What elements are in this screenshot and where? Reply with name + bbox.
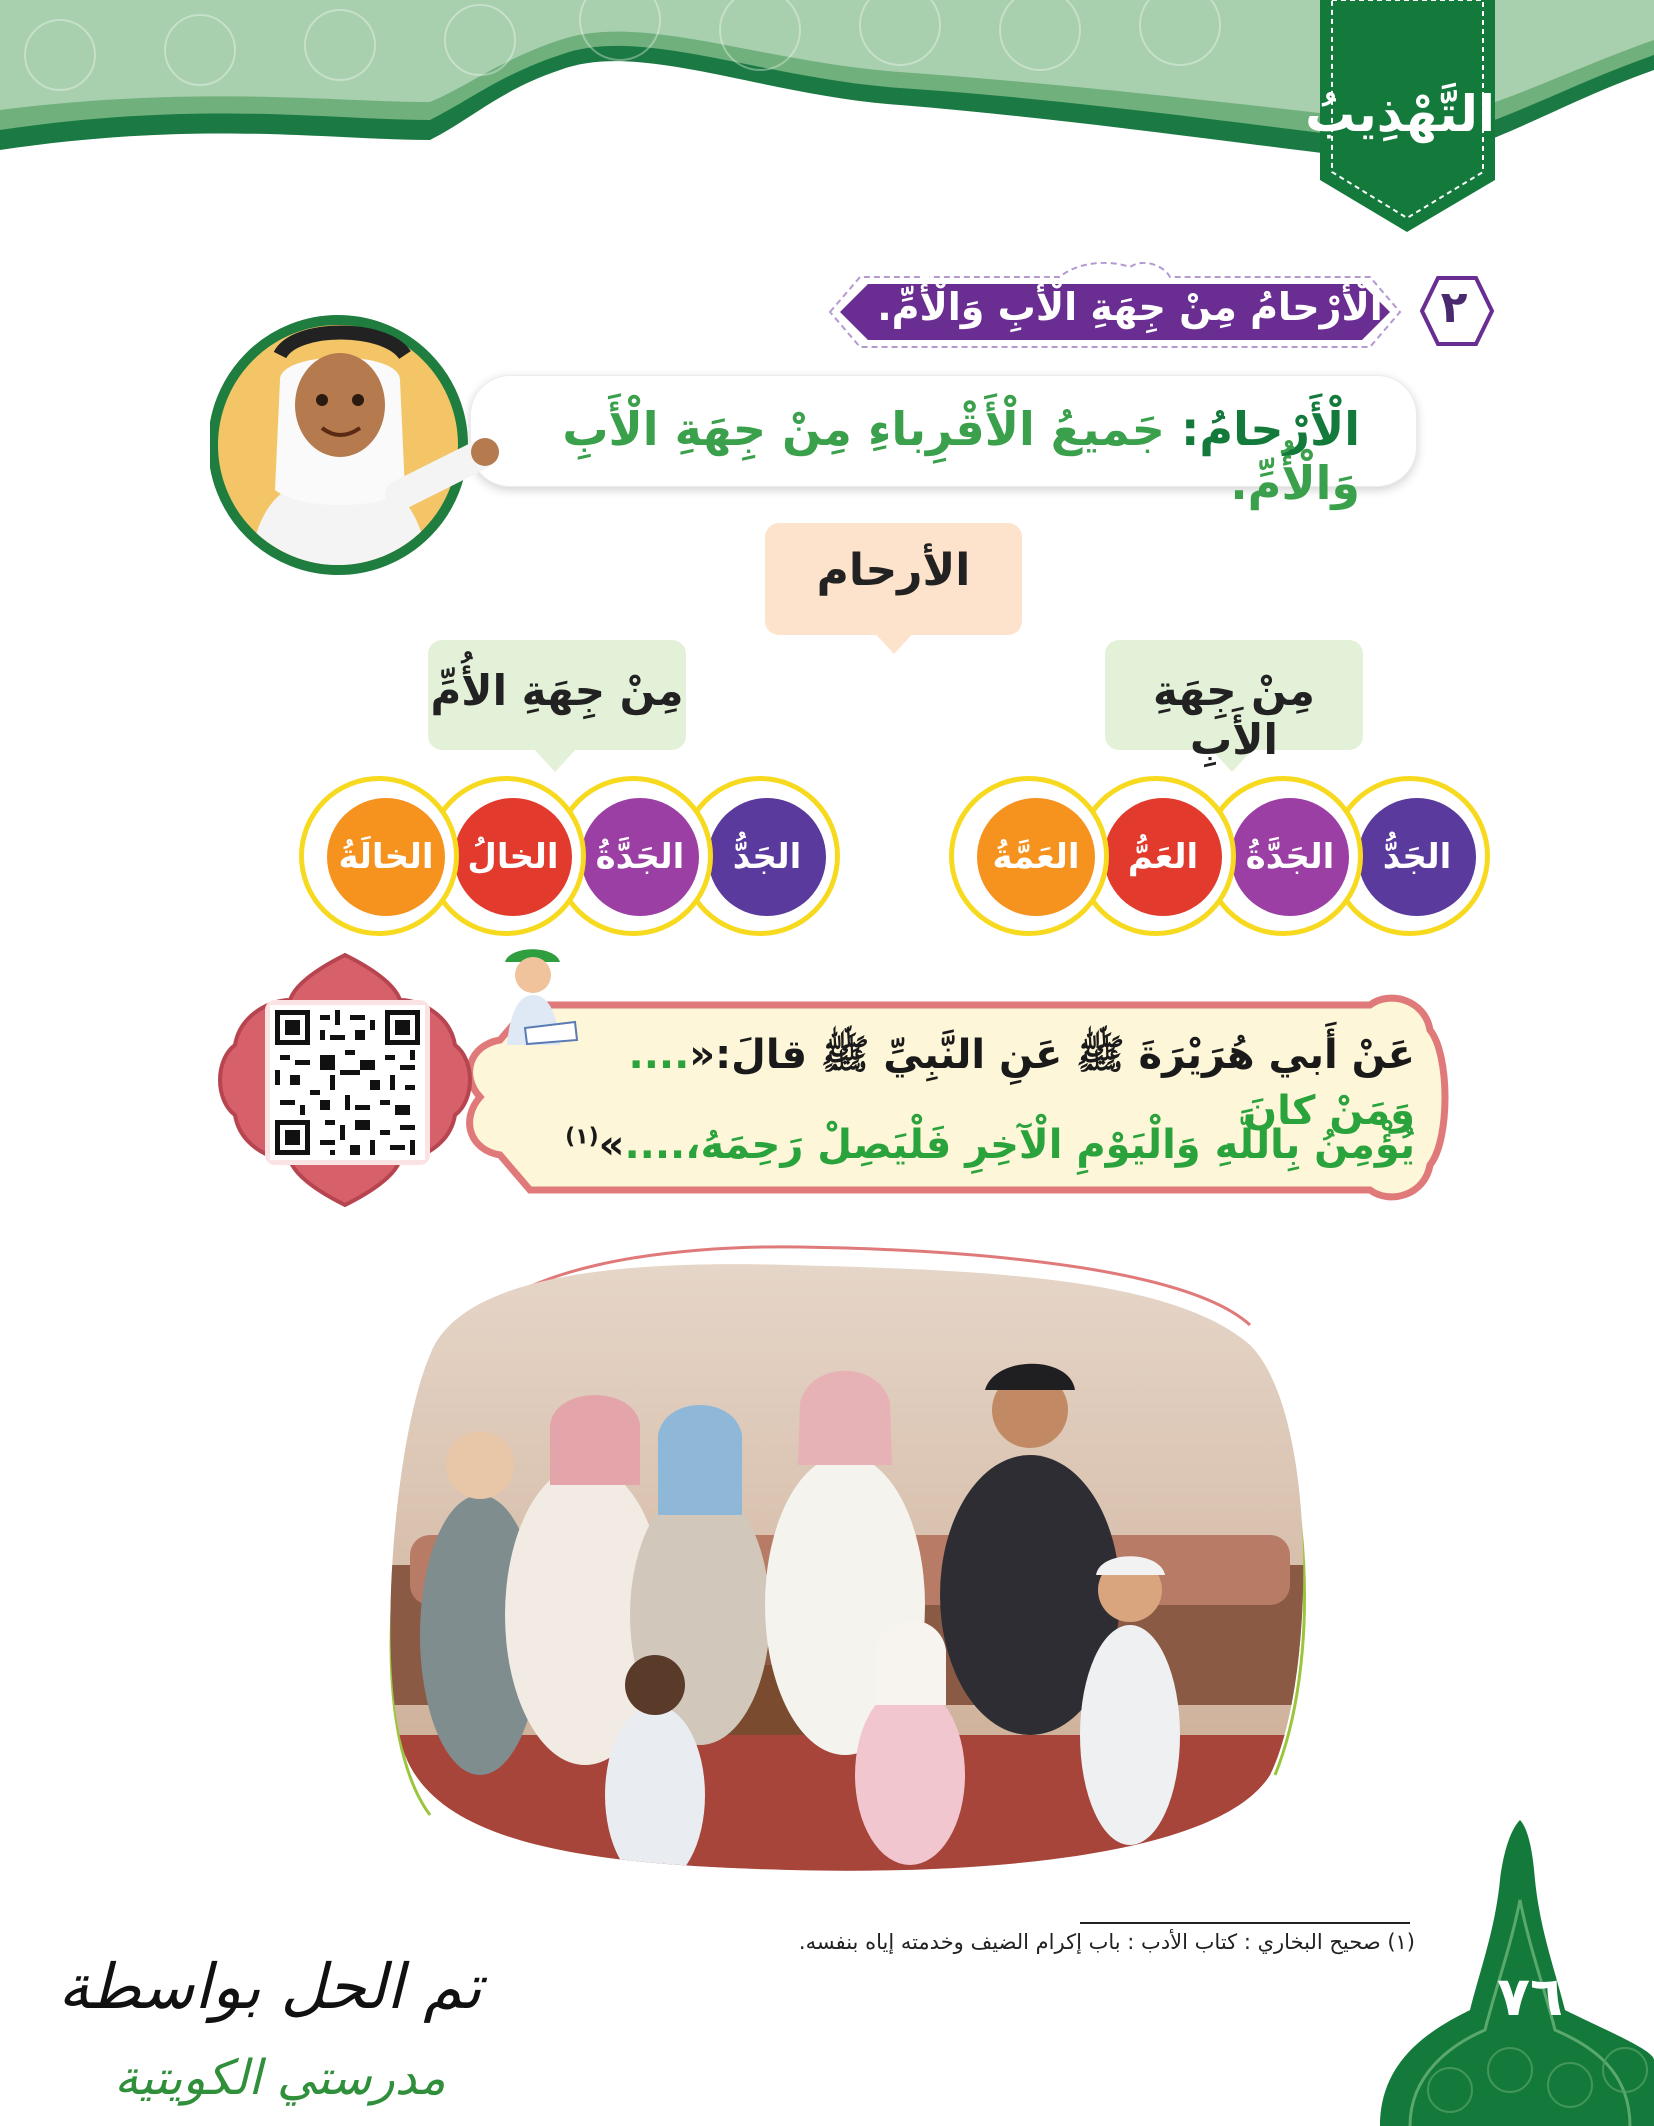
- definition-body: جَميعُ الْأَقْرِباءِ مِنْ جِهَةِ الْأَبِ وَالْأُمِّ.: [562, 402, 1360, 510]
- mother-side-label: مِنْ جِهَةِ الأُمِّ: [430, 666, 684, 715]
- hadith-narration: عَنْ أَبي هُرَيْرَةَ ﷺ عَنِ النَّبِيِّ ﷺ قالَ:«: [689, 1032, 1415, 1078]
- relative-maternal-uncle: الخالُ: [454, 798, 572, 916]
- definition-text: [520, 402, 1360, 510]
- relative-grandmother-paternal: الجَدَّةُ: [1231, 798, 1349, 916]
- father-side-label: مِنْ جِهَةِ الأَبِ: [1153, 666, 1315, 764]
- watermark-school-name: مدرستي الكويتية: [114, 2050, 446, 2106]
- tree-root-pointer: [872, 630, 916, 654]
- watermark-solved-by: تم الحل بواسطة: [58, 1950, 482, 2023]
- mother-side-pointer: [533, 748, 577, 772]
- relative-paternal-aunt: العَمَّةُ: [977, 798, 1095, 916]
- hadith-close-quote: »: [598, 1122, 625, 1168]
- hadith-line-2: [560, 1122, 1415, 1168]
- lesson-number: ٢: [1440, 282, 1468, 333]
- relative-grandfather-paternal: الجَدُّ: [1358, 798, 1476, 916]
- footnote: (١) صحيح البخاري : كتاب الأدب : باب إكرام الضيف وخدمته إياه بنفسه.: [798, 1930, 1415, 1954]
- relative-paternal-uncle: العَمُّ: [1104, 798, 1222, 916]
- hadith-line-1: [560, 1030, 1415, 1134]
- page-number: ٧٦: [1497, 1965, 1563, 2028]
- footnote-rule: [1080, 1922, 1410, 1924]
- lesson-heading-title: الْأَرْحامُ مِنْ جِهَةِ الْأَبِ وَالْأُمِّ.: [877, 285, 1383, 329]
- tree-root-label: الأرحام: [816, 545, 971, 596]
- boy-pointing-illustration: [210, 270, 500, 590]
- hadith-quote-start: .... وَمَنْ كانَ: [628, 1032, 1415, 1134]
- section-title: التَّهْذِيبُ: [1305, 85, 1495, 143]
- definition-term: الْأَرْحامُ:: [1180, 402, 1360, 456]
- relative-grandfather-maternal: الجَدُّ: [708, 798, 826, 916]
- relative-grandmother-maternal: الجَدَّةُ: [581, 798, 699, 916]
- relative-maternal-aunt: الخالَةُ: [327, 798, 445, 916]
- qr-code[interactable]: [270, 1005, 425, 1160]
- family-gathering-illustration: [370, 1235, 1325, 1890]
- hadith-footnote-ref: (١): [565, 1124, 599, 1150]
- hadith-quote-end: يُؤْمِنُ بِاللَّهِ وَالْيَوْمِ الْآخِرِ فَلْيَصِلْ رَحِمَهُ،....: [624, 1122, 1415, 1168]
